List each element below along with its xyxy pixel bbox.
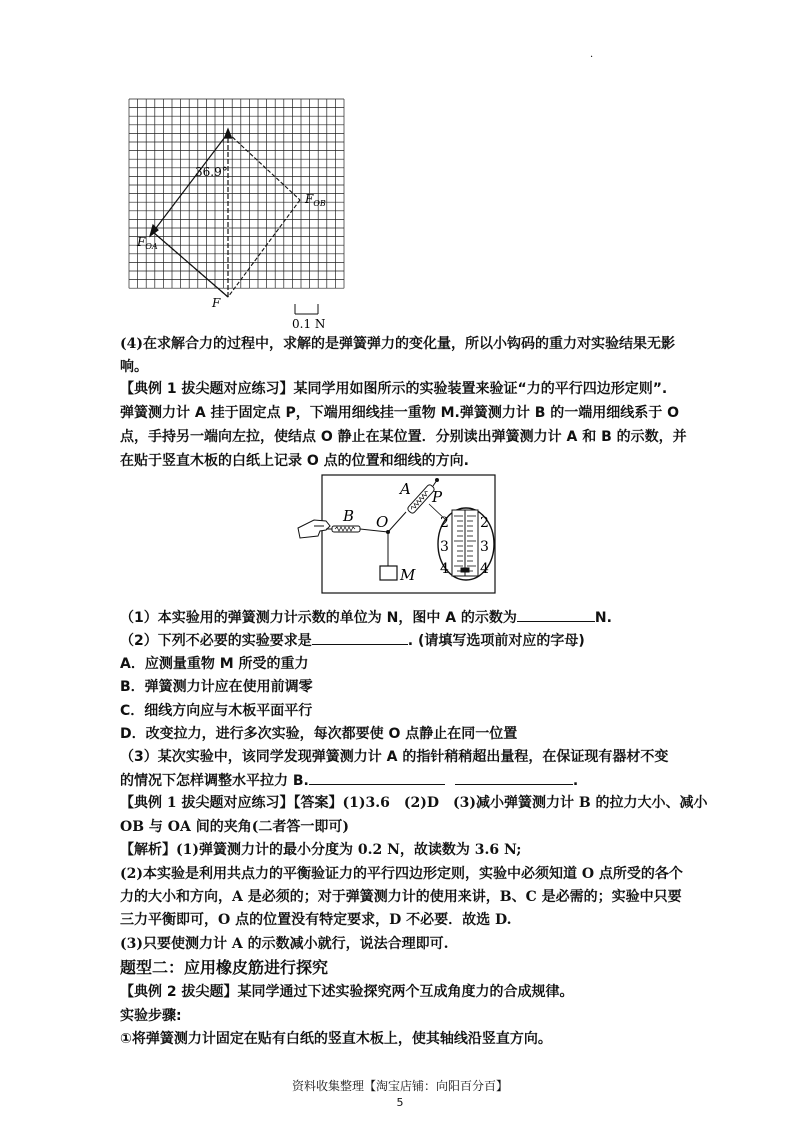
text-line-6: 在贴于竖直木板的白纸上记录 O 点的位置和细线的方向. xyxy=(120,453,469,469)
footer-source: 资料收集整理【淘宝店铺：向阳百分百】 xyxy=(291,1079,508,1093)
example-2-title: 【典例 2 拔尖题】某同学通过下述实验探究两个互成角度力的合成规律。 xyxy=(120,984,574,1000)
text-line-4: 弹簧测力计 A 挂于固定点 P，下端用细线挂一重物 M.弹簧测力计 B 的一端用细线系于 O xyxy=(120,405,680,421)
question-2-hint: . (请填写选项前对应的字母) xyxy=(407,633,585,649)
explanation-line-5: (3)只要使测力计 A 的示数减小就行，说法合理即可. xyxy=(120,936,449,952)
angle-label: 36.9° xyxy=(195,165,228,179)
section-heading: 题型二：应用橡皮筋进行探究 xyxy=(120,958,329,977)
answer-blank-2[interactable] xyxy=(312,630,408,645)
fixed-point-p xyxy=(435,478,439,482)
explanation-line-3: 力的大小和方向，A 是必须的；对于弹簧测力计的使用来讲，B、C 是必需的；实验中只要 xyxy=(120,889,682,905)
scale-right-4: 4 xyxy=(480,561,489,577)
question-2-text: （2）下列不必要的实验要求是 xyxy=(120,633,312,649)
scale-right-3: 3 xyxy=(480,539,489,555)
option-b: B．弹簧测力计应在使用前调零 xyxy=(120,679,313,695)
step-1: ①将弹簧测力计固定在贴有白纸的竖直木板上，使其轴线沿竖直方向。 xyxy=(120,1031,552,1047)
steps-label: 实验步骤: xyxy=(120,1008,182,1024)
option-a: A．应测量重物 M 所受的重力 xyxy=(120,656,309,672)
scale-bar xyxy=(295,304,318,314)
spring-balance-a xyxy=(388,480,437,532)
scale-left-2: 2 xyxy=(440,515,449,531)
question-1 xyxy=(120,607,612,628)
text-line-2: 响。 xyxy=(120,359,148,375)
parallelogram xyxy=(153,133,300,297)
answer-blank-1[interactable] xyxy=(517,607,595,622)
label-p: P xyxy=(432,488,443,506)
label-o: O xyxy=(376,513,389,531)
question-3-line-2 xyxy=(120,770,578,791)
weight-m xyxy=(380,566,397,580)
f-label: F xyxy=(212,296,221,310)
f-ob-label: $F_{OB}$ xyxy=(305,192,326,208)
label-a: A xyxy=(400,480,411,498)
text-line-5: 点，手持另一端向左拉，使结点 O 静止在某位置．分别读出弹簧测力计 A 和 B 的示数，并 xyxy=(120,429,687,445)
answer-line-2: OB 与 OA 间的夹角(二者答一即可) xyxy=(120,819,349,835)
answer-blank-3b[interactable] xyxy=(455,770,573,785)
option-d: D．改变拉力，进行多次实验，每次都要使 O 点静止在同一位置 xyxy=(120,726,518,742)
corner-mark: · xyxy=(590,52,594,63)
force-parallelogram-figure xyxy=(120,96,360,332)
question-1-text: （1）本实验用的弹簧测力计示数的单位为 N，图中 A 的示数为 xyxy=(120,610,517,626)
text-line-1: (4)在求解合力的过程中，求解的是弹簧弹力的变化量，所以小钩码的重力对实验结果无影 xyxy=(120,336,675,352)
page-number: 5 xyxy=(396,1096,404,1109)
question-3-period: . xyxy=(572,773,579,789)
force-arrows xyxy=(150,129,232,297)
apparatus-figure xyxy=(296,474,526,596)
option-c: C．细线方向应与木板平面平行 xyxy=(120,703,313,719)
f-oa-label: $F_{OA}$ xyxy=(137,235,158,251)
scale-right-2: 2 xyxy=(480,515,489,531)
scale-left-4: 4 xyxy=(440,561,449,577)
explanation-line-2: (2)本实验是利用共点力的平衡验证力的平行四边形定则，实验中必须知道 O 点所受的各个 xyxy=(120,866,683,882)
label-b: B xyxy=(343,507,355,525)
explanation-line-4: 三力平衡即可，O 点的位置没有特定要求，D 不必要．故选 D. xyxy=(120,912,512,928)
example-1-practice-title: 【典例 1 拔尖题对应练习】某同学用如图所示的实验装置来验证“力的平行四边形定则”. xyxy=(120,381,668,397)
scale-left-3: 3 xyxy=(440,539,449,555)
question-1-unit: N. xyxy=(594,610,612,626)
explanation-line-1: 【解析】(1)弹簧测力计的最小分度为 0.2 N，故读数为 3.6 N; xyxy=(120,842,522,858)
question-2 xyxy=(120,630,585,651)
answer-line-1: 【典例 1 拔尖题对应练习】【答案】(1)3.6 (2)D (3)减小弹簧测力计 B 的拉力大小、减小 xyxy=(120,795,708,811)
hand-icon xyxy=(298,520,330,538)
question-3: （3）某次实验中，该同学发现弹簧测力计 A 的指针稍稍超出量程，在保证现有器材不变 xyxy=(120,749,669,765)
scale-label: 0.1 N xyxy=(292,317,326,331)
label-m: M xyxy=(400,566,416,584)
answer-blank-3a[interactable] xyxy=(309,770,445,785)
question-3-text: 的情况下怎样调整水平拉力 B. xyxy=(120,773,309,789)
